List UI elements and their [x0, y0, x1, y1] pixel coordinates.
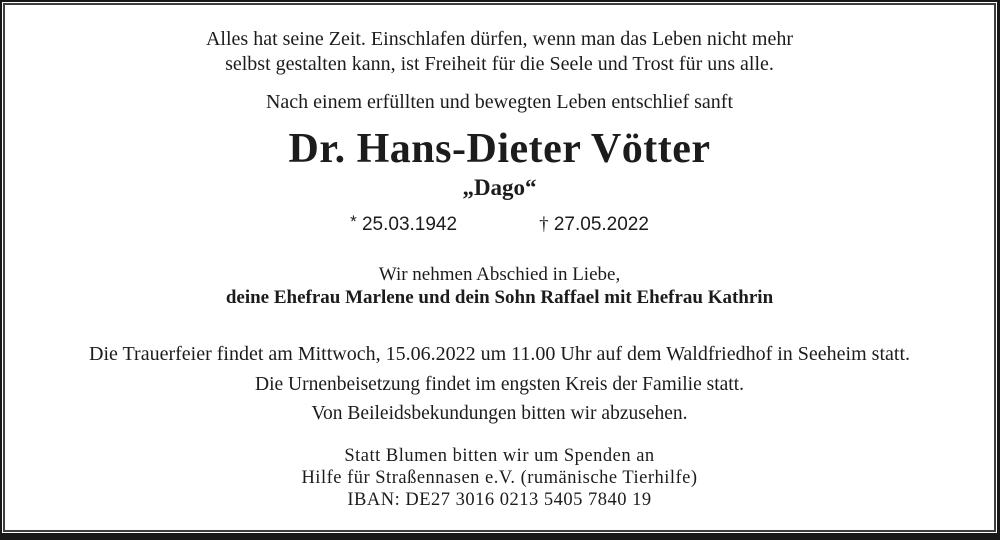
death-date [539, 213, 649, 237]
deceased-name: Dr. Hans-Dieter Vötter [288, 126, 711, 172]
donation-line-1: Statt Blumen bitten wir um Spenden an [344, 446, 655, 466]
donation-iban: IBAN: DE27 3016 0213 5405 7840 19 [347, 490, 652, 510]
birth-date [350, 213, 457, 237]
death-date-value: 27.05.2022 [553, 214, 649, 235]
epigraph-line-2: selbst gestalten kann, ist Freiheit für die Seele und Trost für uns alle. [225, 53, 774, 75]
intro-line: Nach einem erfüllten und bewegten Leben entschlief sanft [265, 91, 734, 113]
epigraph-line-1: Alles hat seine Zeit. Einschlafen dürfen, wenn man das Leben nicht mehr [205, 28, 794, 50]
epigraph [2, 27, 997, 77]
birth-date-value: 25.03.1942 [361, 214, 458, 235]
donation-line-2: Hilfe für Straßennasen e.V. (rumänische Tierhilfe) [301, 468, 698, 488]
death-cross-symbol: † [539, 214, 549, 235]
farewell-line-2: deine Ehefrau Marlene und dein Sohn Raffael mit Ehefrau Kathrin [225, 287, 774, 308]
farewell-block [2, 263, 997, 309]
birth-star-symbol: * [350, 212, 357, 231]
life-dates [2, 213, 997, 237]
donation-block [2, 445, 997, 511]
condolence-info: Von Beileidsbekundungen bitten wir abzusehen. [311, 403, 688, 424]
deceased-nickname: „Dago“ [462, 175, 537, 200]
farewell-line-1: Wir nehmen Abschied in Liebe, [378, 264, 621, 285]
funeral-service-info: Die Trauerfeier findet am Mittwoch, 15.06.2022 um 11.00 Uhr auf dem Waldfriedhof in Seeheim statt. [89, 343, 910, 365]
urn-burial-info: Die Urnenbeisetzung findet im engsten Kreis der Familie statt. [255, 374, 744, 395]
